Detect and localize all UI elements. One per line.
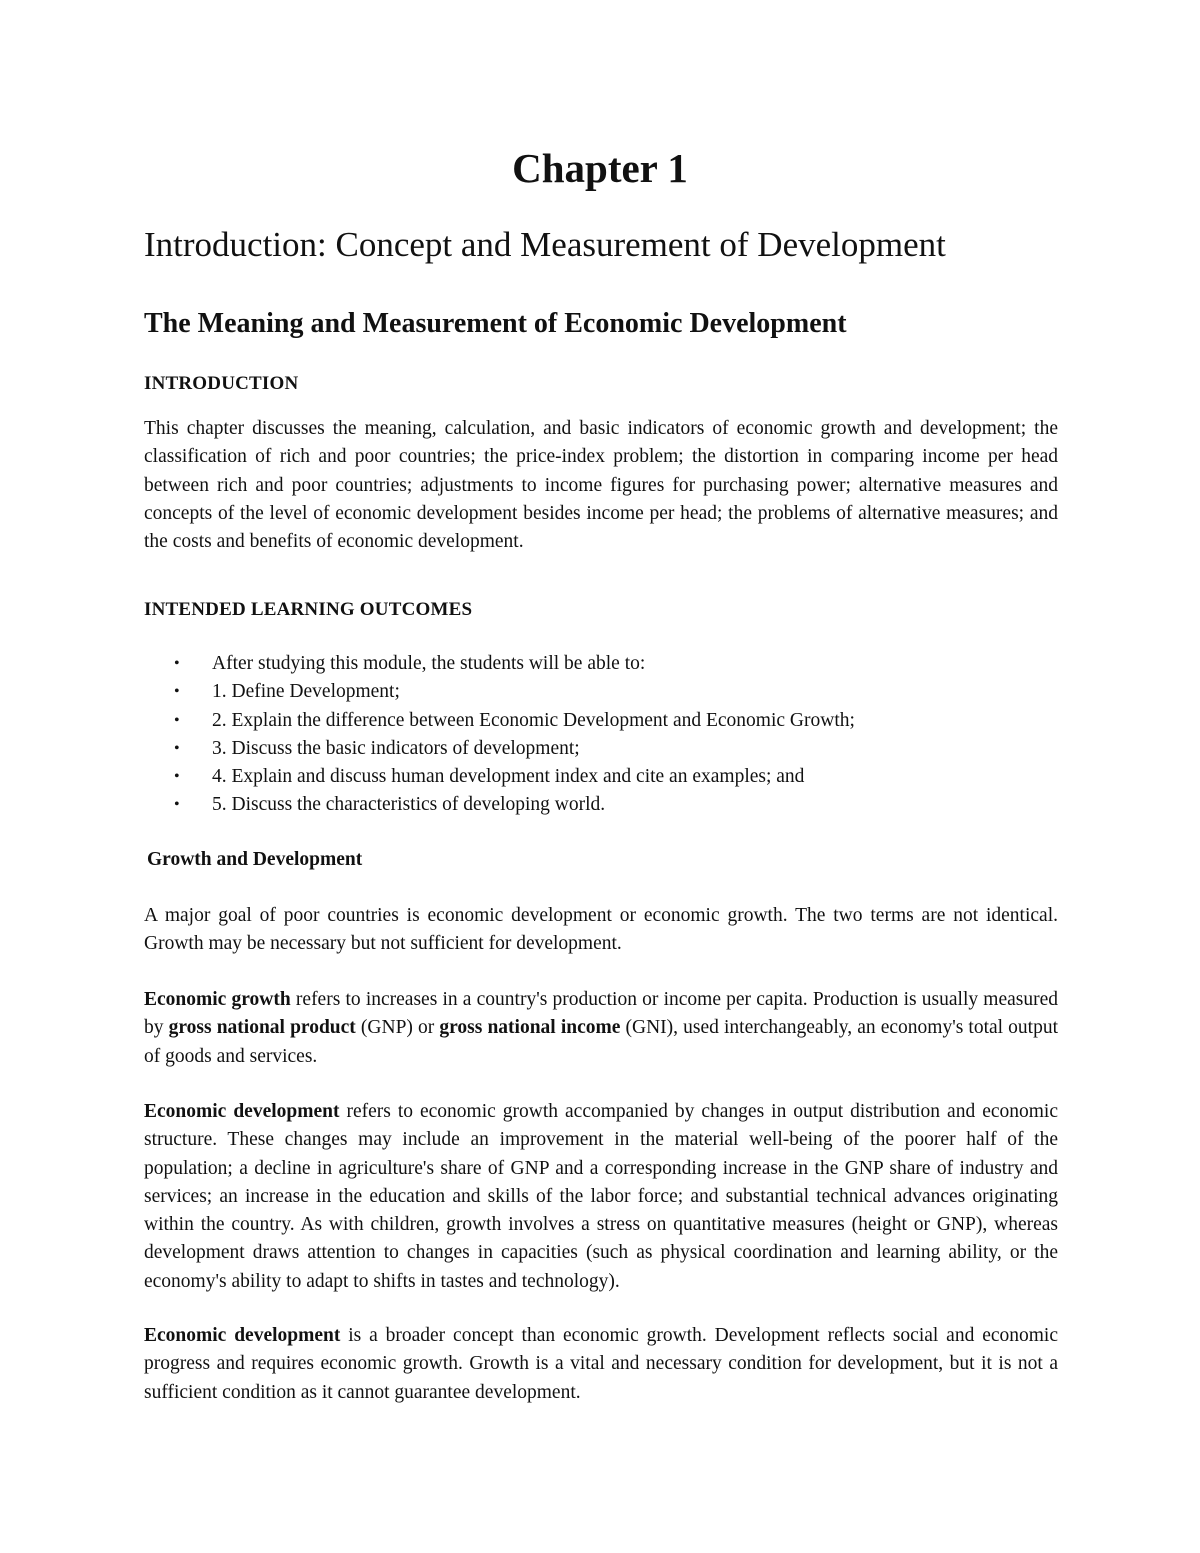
bullet-icon: • [174, 655, 180, 672]
list-item-text: After studying this module, the students will be able to: [212, 653, 646, 674]
bullet-icon: • [174, 768, 180, 786]
paragraph-text: refers to economic growth accompanied by changes in output distribution and economic structure. These changes may include an improvement in the material well-being of the poorer half of the population; a decline in agriculture's share of GNP and a corresponding increase in the GNP share of industry and services; an increase in the education and skills of the labor force; and substantial technical advances originating within the country. As with children, growth involves a stress on quantitative measures (height or GNP), whereas development draws attention to changes in capacities (such as physical coordination and learning ability, or the economy's ability to adapt to shifts in tastes and technology). [144, 1101, 1058, 1292]
growth-development-heading: Growth and Development [147, 849, 363, 870]
term-gni: gross national income [439, 1017, 621, 1039]
paragraph-text: is a broader concept than economic growth. Development reflects social and economic progress and requires economic growth. Growth is a vital and necessary condition for development, but it is not a sufficient condition as it cannot guarantee development. [144, 1325, 1059, 1403]
list-item [144, 735, 1058, 763]
bullet-icon: • [174, 796, 180, 814]
list-item [144, 650, 1058, 678]
list-item [144, 678, 1058, 706]
list-item-text: 3. Discuss the basic indicators of development; [212, 737, 580, 759]
paragraph-text: refers to increases in a country's production or income per capita. Production is usually measured by [144, 989, 1059, 1039]
learning-outcomes-list [144, 650, 1058, 820]
growth-paragraph-1: A major goal of poor countries is economic development or economic growth. The two terms are not identical. Growth may be necessary but not sufficient for development. [144, 905, 1058, 955]
term-economic-development: Economic development [144, 1101, 340, 1122]
term-economic-growth: Economic growth [144, 989, 291, 1010]
list-item-text: 4. Explain and discuss human development index and cite an examples; and [212, 766, 805, 788]
list-item [144, 791, 1058, 819]
introduction-heading: INTRODUCTION [144, 373, 299, 394]
bullet-icon: • [174, 739, 180, 757]
economic-development-paragraph [144, 1098, 1058, 1296]
paragraph-text: (GNP) or [355, 1017, 440, 1039]
section-heading: The Meaning and Measurement of Economic Development [144, 308, 847, 339]
list-item-text: 5. Discuss the characteristics of developing world. [212, 794, 606, 816]
term-economic-development: Economic development [144, 1325, 341, 1346]
paragraph-text: (GNI), used interchangeably, an economy's total output of goods and services. [144, 1017, 1059, 1067]
list-item-text: 2. Explain the difference between Economic Development and Economic Growth; [212, 709, 855, 731]
chapter-title: Chapter 1 [512, 145, 688, 191]
chapter-subtitle: Introduction: Concept and Measurement of Development [144, 225, 946, 264]
economic-growth-paragraph [144, 986, 1058, 1071]
list-item [144, 707, 1058, 735]
development-broader-paragraph [144, 1322, 1058, 1407]
bullet-icon: • [174, 683, 180, 701]
bullet-icon: • [174, 711, 180, 729]
term-gnp: gross national product [168, 1017, 356, 1039]
learning-outcomes-heading: INTENDED LEARNING OUTCOMES [144, 599, 473, 620]
introduction-paragraph: This chapter discusses the meaning, calculation, and basic indicators of economic growth and development; the classification of rich and poor countries; the price-index problem; the distortion in comparing income per head between rich and poor countries; adjustments to income figures for purchasing power; alternative measures and concepts of the level of economic development besides income per head; the problems of alternative measures; and the costs and benefits of economic development. [144, 418, 1058, 553]
list-item-text: 1. Define Development; [212, 681, 400, 703]
list-item [144, 763, 1058, 791]
